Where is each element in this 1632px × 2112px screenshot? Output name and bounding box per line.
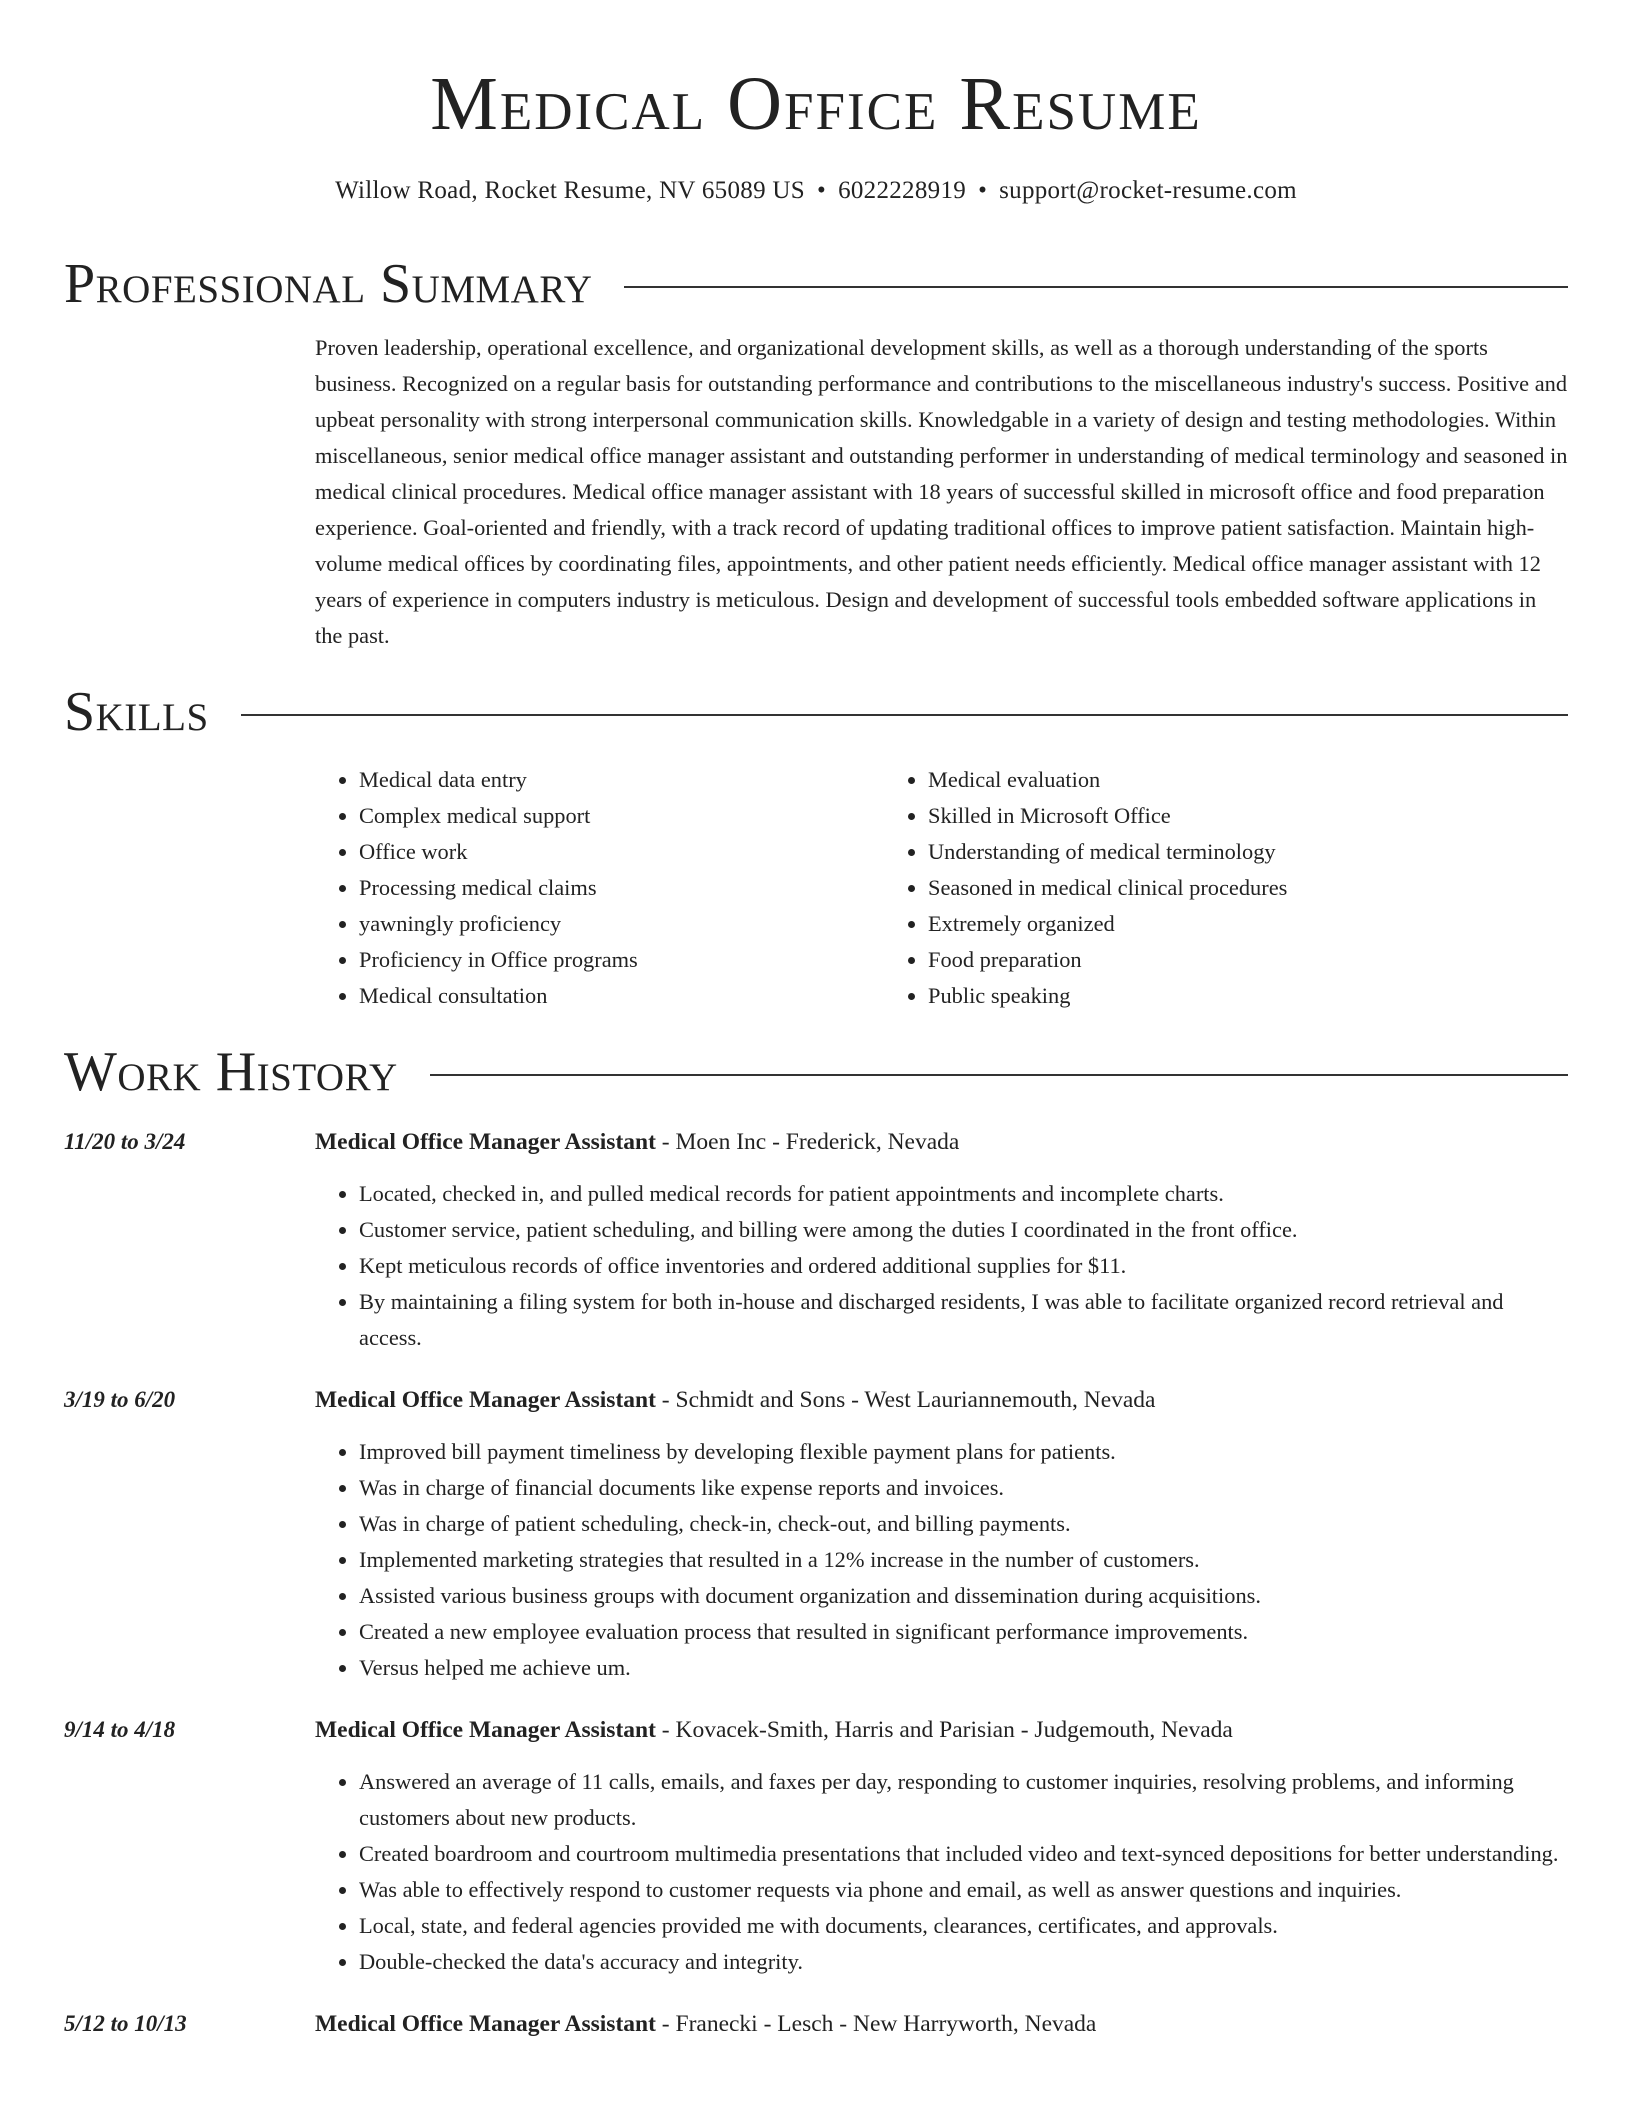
- job-entry: [64, 1382, 1568, 1686]
- job-title-line: [315, 1712, 1568, 1748]
- skill-item: • Understanding of medical terminology: [928, 834, 1461, 870]
- skill-item: • Medical data entry: [359, 762, 888, 798]
- skills-columns: [315, 762, 1568, 1014]
- skill-item: • Office work: [359, 834, 888, 870]
- skill-item: • Skilled in Microsoft Office: [928, 798, 1461, 834]
- job-employer: - Franecki - Lesch - New Harryworth, Nevada: [655, 2011, 1097, 2037]
- job-role: Medical Office Manager Assistant: [315, 1129, 656, 1155]
- job-role: Medical Office Manager Assistant: [315, 1717, 656, 1743]
- contact-phone: 6022228919: [838, 177, 967, 204]
- job-entry: [64, 1712, 1568, 1980]
- skills-list-left: [315, 762, 888, 1014]
- job-duty: • Kept meticulous records of office inventories and ordered additional supplies for $11.: [359, 1248, 1568, 1284]
- job-duties: [315, 1434, 1568, 1686]
- job-duty: • By maintaining a filing system for both in-house and discharged residents, I was able to facilitate organized record retrieval and access.: [359, 1284, 1568, 1356]
- skill-item: • Medical consultation: [359, 978, 888, 1014]
- job-duty: • Versus helped me achieve um.: [359, 1650, 1568, 1686]
- job-duty: • Assisted various business groups with document organization and dissemination during acquisitions.: [359, 1578, 1568, 1614]
- skill-item: • Complex medical support: [359, 798, 888, 834]
- job-employer: - Schmidt and Sons - West Lauriannemouth, Nevada: [655, 1387, 1156, 1413]
- job-duty: • Created boardroom and courtroom multimedia presentations that included video and text-synced depositions for better understanding.: [359, 1836, 1568, 1872]
- job-employer: - Moen Inc - Frederick, Nevada: [655, 1129, 960, 1155]
- skills-section-header: [64, 680, 1568, 744]
- skill-item: • Public speaking: [928, 978, 1461, 1014]
- work-history-list: [64, 1124, 1568, 2042]
- job-role: Medical Office Manager Assistant: [315, 1387, 656, 1413]
- job-dates: 3/19 to 6/20: [64, 1387, 176, 1412]
- job-duties: [315, 1176, 1568, 1356]
- skill-item: • Extremely organized: [928, 906, 1461, 942]
- job-duty: • Implemented marketing strategies that resulted in a 12% increase in the number of customers.: [359, 1542, 1568, 1578]
- skill-item: • Processing medical claims: [359, 870, 888, 906]
- contact-separator: •: [817, 177, 827, 204]
- job-duty: • Located, checked in, and pulled medical records for patient appointments and incomplete charts.: [359, 1176, 1568, 1212]
- job-body: [315, 1382, 1568, 1686]
- resume-title: Medical Office Resume: [430, 62, 1202, 146]
- job-title-line: [315, 2006, 1568, 2042]
- job-duty: • Answered an average of 11 calls, emails, and faxes per day, responding to customer inquiries, resolving problems, and informing customers about new products.: [359, 1764, 1568, 1836]
- skill-item: • yawningly proficiency: [359, 906, 888, 942]
- job-duty: • Improved bill payment timeliness by developing flexible payment plans for patients.: [359, 1434, 1568, 1470]
- summary-section-header: [64, 252, 1568, 316]
- job-dates: 11/20 to 3/24: [64, 1129, 186, 1154]
- job-entry: [64, 1124, 1568, 1356]
- work-section-header: [64, 1040, 1568, 1104]
- skills-heading: Skills: [64, 681, 209, 743]
- job-employer: - Kovacek-Smith, Harris and Parisian - Judgemouth, Nevada: [655, 1717, 1233, 1743]
- section-divider: [241, 714, 1568, 716]
- job-duty: • Local, state, and federal agencies provided me with documents, clearances, certificates, and approvals.: [359, 1908, 1568, 1944]
- contact-separator: •: [978, 177, 988, 204]
- contact-address: Willow Road, Rocket Resume, NV 65089 US: [335, 177, 805, 204]
- job-role: Medical Office Manager Assistant: [315, 2011, 656, 2037]
- job-duty: • Was able to effectively respond to customer requests via phone and email, as well as answer questions and inquiries.: [359, 1872, 1568, 1908]
- job-entry: [64, 2006, 1568, 2042]
- job-dates: 9/14 to 4/18: [64, 1717, 176, 1742]
- contact-email: support@rocket-resume.com: [999, 177, 1297, 204]
- job-body: [315, 1712, 1568, 1980]
- skill-item: • Medical evaluation: [928, 762, 1461, 798]
- skill-item: • Seasoned in medical clinical procedures: [928, 870, 1461, 906]
- work-heading: Work History: [64, 1041, 398, 1103]
- job-duty: • Customer service, patient scheduling, and billing were among the duties I coordinated in the front office.: [359, 1212, 1568, 1248]
- skill-item: • Proficiency in Office programs: [359, 942, 888, 978]
- section-divider: [624, 286, 1568, 288]
- job-duty: • Double-checked the data's accuracy and integrity.: [359, 1944, 1568, 1980]
- section-divider: [430, 1074, 1568, 1076]
- skill-item: • Food preparation: [928, 942, 1461, 978]
- job-title-line: [315, 1382, 1568, 1418]
- job-title-line: [315, 1124, 1568, 1160]
- job-duty: • Was in charge of financial documents like expense reports and invoices.: [359, 1470, 1568, 1506]
- summary-heading: Professional Summary: [64, 253, 593, 315]
- job-duty: • Created a new employee evaluation process that resulted in significant performance improvements.: [359, 1614, 1568, 1650]
- job-dates: 5/12 to 10/13: [64, 2011, 187, 2036]
- contact-line: [64, 176, 1568, 206]
- job-duty: • Was in charge of patient scheduling, check-in, check-out, and billing payments.: [359, 1506, 1568, 1542]
- summary-paragraph: Proven leadership, operational excellence, and organizational development skills, as well as a thorough understanding of the sports business. Recognized on a regular basis for outstanding performance and contributions to the miscellaneous industry's success. Positive and upbeat personality with strong interpersonal communication skills. Knowledgable in a variety of design and testing methodologies. Within miscellaneous, senior medical office manager assistant and outstanding performer in understanding of medical terminology and seasoned in medical clinical procedures. Medical office manager assistant with 18 years of successful skilled in microsoft office and food preparation experience. Goal-oriented and friendly, with a track record of updating traditional offices to improve patient satisfaction. Maintain high-volume medical offices by coordinating files, appointments, and other patient needs efficiently. Medical office manager assistant with 12 years of experience in computers industry is meticulous. Design and development of successful tools embedded software applications in the past.: [315, 335, 1568, 648]
- job-body: [315, 2006, 1568, 2042]
- job-body: [315, 1124, 1568, 1356]
- skills-list-right: [888, 762, 1461, 1014]
- job-duties: [315, 1764, 1568, 1980]
- resume-page: [64, 0, 1568, 2042]
